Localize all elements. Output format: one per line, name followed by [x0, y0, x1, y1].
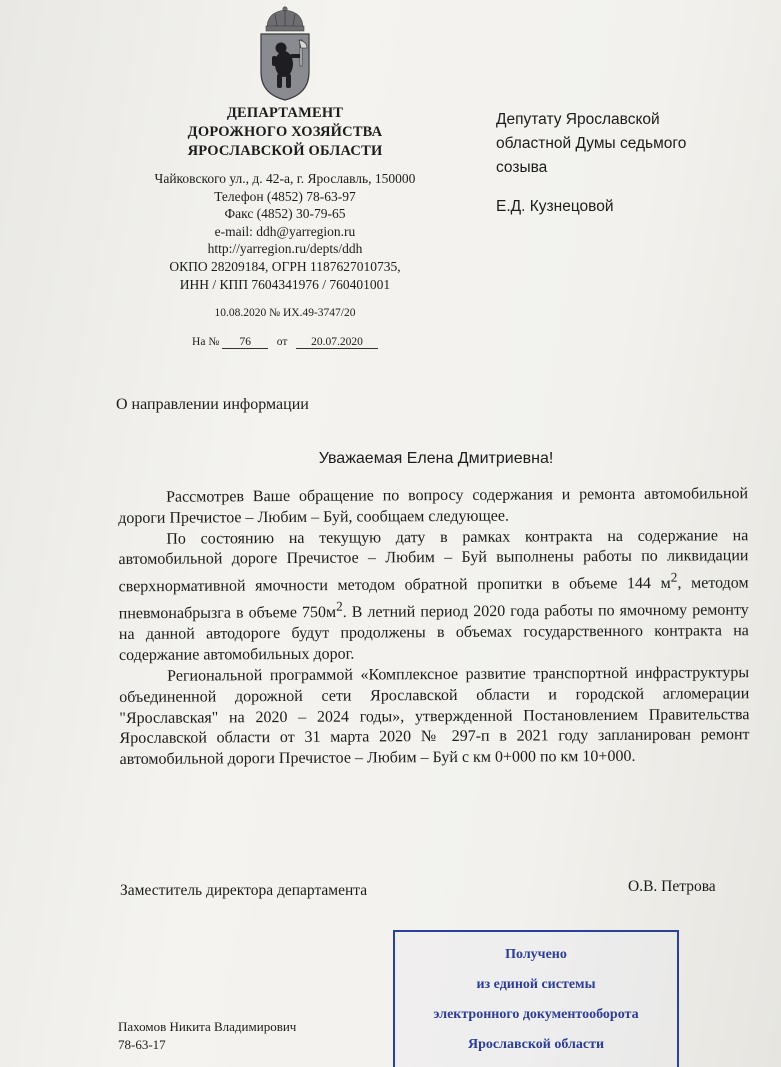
paragraph-2-part-a: По состоянию на текущую дату в рамках контракта на содержание на автомобильной дороге Пречистое – Любим – Буй выполнены работы по ликвидации сверхнормативной ямочности методом обратной пропитки в объеме 144 м — [118, 526, 749, 596]
superscript-1: 2 — [670, 569, 678, 585]
stamp-line-3: электронного документооборота — [433, 1007, 639, 1022]
received-stamp — [393, 930, 679, 1067]
signer-name: О.В. Петрова — [628, 878, 716, 895]
executor-block — [118, 1018, 296, 1054]
okpo-line: ОКПО 28209184, ОГРН 1187627010735, — [169, 258, 401, 274]
incoming-mid: от — [276, 336, 288, 348]
dept-line-1: ДЕПАРТАМЕНТ — [226, 105, 344, 121]
stamp-line-4: Ярославской области — [467, 1037, 605, 1052]
recipient-line-2: областной Думы седьмого — [496, 135, 687, 152]
recipient-name: Е.Д. Кузнецовой — [496, 198, 614, 215]
stamp-line-1: Получено — [505, 947, 567, 962]
contact-block — [110, 170, 460, 293]
incoming-reference — [110, 336, 460, 349]
stamp-line-2: из единой системы — [476, 977, 596, 992]
fax-line: Факс (4852) 30-79-65 — [224, 206, 346, 222]
coat-of-arms-icon — [255, 6, 315, 102]
executor-phone: 78-63-17 — [118, 1037, 166, 1052]
address-line: Чайковского ул., д. 42-а, г. Ярославль, 150000 — [154, 171, 416, 186]
outgoing-number: 10.08.2020 № ИХ.49-3747/20 — [214, 307, 356, 319]
website-line: http://yarregion.ru/depts/ddh — [207, 241, 363, 257]
signer-title: Заместитель директора департамента — [120, 882, 368, 899]
incoming-number: 76 — [222, 336, 268, 349]
department-title — [150, 104, 420, 161]
paragraph-1: Рассмотрев Ваше обращение по вопросу содержания и ремонта автомобильной дороги Пречистое – Любим – Буй, сообщаем следующее. — [118, 485, 749, 527]
recipient-line-3: созыва — [496, 159, 548, 176]
letter-greeting: Уважаемая Елена Дмитриевна! — [318, 450, 554, 467]
superscript-2: 2 — [335, 598, 343, 614]
letter-subject: О направлении информации — [116, 396, 309, 413]
executor-name: Пахомов Никита Владимирович — [118, 1019, 297, 1034]
inn-line: ИНН / КПП 7604341976 / 760401001 — [179, 276, 391, 292]
paragraph-2-part-b: , методом пневмонабрызга в объеме 750м — [118, 574, 749, 623]
recipient-line-1: Депутату Ярославской — [496, 111, 660, 128]
email-line: e-mail: ddh@yarregion.ru — [214, 223, 356, 239]
paragraph-2-part-c: . В летний период 2020 года работы по ямочному ремонту на данной автодороге будут продолжены в объемах государственного контракта на содержание автомобильных дорог. — [118, 601, 749, 665]
letter-body — [118, 484, 750, 771]
recipient-block — [496, 108, 766, 180]
paragraph-2 — [118, 526, 749, 667]
paragraph-3: Региональной программой «Комплексное развитие транспортной инфраструктуры объединенной дорожной сети Ярославской области и городской агломерации "Ярославская" на 2020 – 2024 годы», утвержденной Постановлением Правительства Ярославской области от 31 марта 2020 № 297-п в 2021 году запланирован ремонт автомобильной дороги Пречистое – Любим – Буй с км 0+000 по км 10+000. — [119, 664, 750, 769]
incoming-prefix: На № — [192, 336, 220, 348]
phone-line: Телефон (4852) 78-63-97 — [214, 188, 356, 204]
dept-line-3: ЯРОСЛАВСКОЙ ОБЛАСТИ — [187, 143, 383, 159]
incoming-date: 20.07.2020 — [296, 336, 378, 349]
dept-line-2: ДОРОЖНОГО ХОЗЯЙСТВА — [187, 124, 383, 140]
